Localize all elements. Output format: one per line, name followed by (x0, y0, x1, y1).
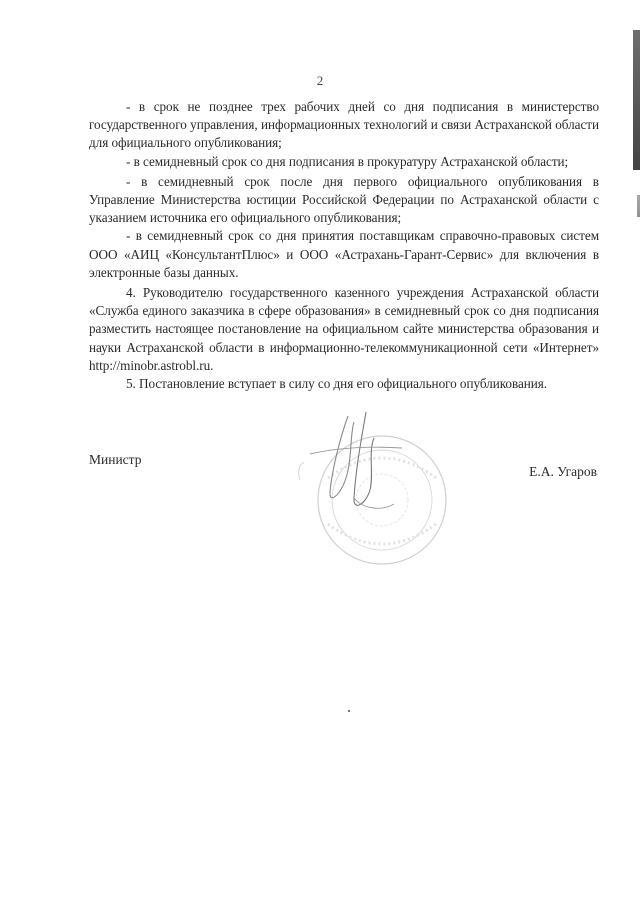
paragraph-publication-ministry: - в срок не позднее трех рабочих дней со дня подписания в министерство государственного управления, информационных технологий и связи Астраханской области для официального опубликования; (89, 99, 599, 151)
paragraph-prosecutor: - в семидневный срок со дня подписания в прокуратуру Астраханской области; (126, 153, 569, 169)
scan-speck (348, 710, 350, 712)
document-body (89, 98, 599, 393)
page-number: 2 (316, 73, 324, 88)
paragraph-item-4: 4. Руководителю государственного казенного учреждения Астраханской области «Служба единого заказчика в сфере образования» в семидневный срок со дня подписания разместить настоящее постановление на официальном сайте министерства образования и науки Астраханской области в информационно-телекоммуникационной сети «Интернет» http://minobr.astrobl.ru. (89, 285, 599, 373)
signer-name: Е.А. Угаров (529, 464, 597, 479)
handwritten-signature-icon (270, 408, 470, 568)
scan-edge-mark (633, 30, 640, 170)
paragraph-item-5: 5. Постановление вступает в силу со дня его официального опубликования. (126, 376, 548, 392)
signer-role: Министр (89, 452, 142, 467)
paragraph-legal-systems: - в семидневный срок со дня принятия поставщикам справочно-правовых систем ООО «АИЦ «КонсультантПлюс» и ООО «Астрахань-Гарант-Сервис» для включения в электронные базы данных. (89, 228, 599, 280)
signature-block (89, 452, 597, 479)
paragraph-justice-ministry: - в семидневный срок после дня первого официального опубликования в Управление Министерства юстиции Российской Федерации по Астраханской области с указанием источника его официального опубликования; (89, 173, 599, 226)
